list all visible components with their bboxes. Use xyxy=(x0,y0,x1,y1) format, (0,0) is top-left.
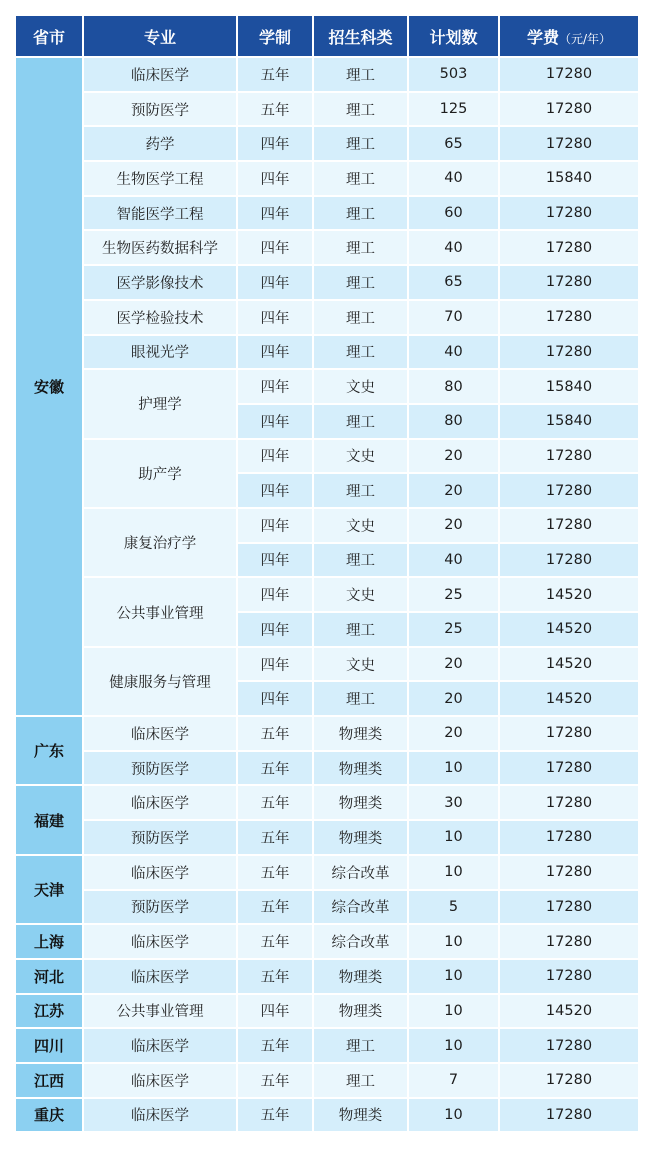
major-cell: 护理学 xyxy=(84,370,236,437)
fee-cell: 14520 xyxy=(500,648,638,681)
major-cell: 临床医学 xyxy=(84,960,236,993)
province-cell: 安徽 xyxy=(16,58,82,715)
fee-cell: 17280 xyxy=(500,231,638,264)
plan-cell: 40 xyxy=(409,162,498,195)
fee-cell: 15840 xyxy=(500,162,638,195)
years-cell: 四年 xyxy=(238,682,312,715)
table-row xyxy=(16,336,638,369)
category-cell: 文史 xyxy=(314,648,407,681)
years-cell: 五年 xyxy=(238,717,312,750)
table-row xyxy=(16,301,638,334)
fee-cell: 17280 xyxy=(500,509,638,542)
fee-cell: 17280 xyxy=(500,752,638,785)
major-cell: 公共事业管理 xyxy=(84,578,236,645)
table-row xyxy=(16,856,638,889)
category-cell: 物理类 xyxy=(314,1099,407,1132)
fee-cell: 17280 xyxy=(500,301,638,334)
plan-cell: 40 xyxy=(409,231,498,264)
plan-cell: 10 xyxy=(409,1029,498,1062)
years-cell: 四年 xyxy=(238,231,312,264)
category-cell: 理工 xyxy=(314,127,407,160)
major-cell: 公共事业管理 xyxy=(84,995,236,1028)
plan-cell: 20 xyxy=(409,440,498,473)
years-cell: 五年 xyxy=(238,1099,312,1132)
fee-cell: 15840 xyxy=(500,405,638,438)
category-cell: 物理类 xyxy=(314,717,407,750)
category-cell: 理工 xyxy=(314,1064,407,1097)
province-cell: 上海 xyxy=(16,925,82,958)
years-cell: 四年 xyxy=(238,995,312,1028)
table-row xyxy=(16,231,638,264)
plan-cell: 80 xyxy=(409,405,498,438)
years-cell: 五年 xyxy=(238,960,312,993)
fee-cell: 14520 xyxy=(500,613,638,646)
province-cell: 广东 xyxy=(16,717,82,784)
years-cell: 四年 xyxy=(238,162,312,195)
years-cell: 四年 xyxy=(238,127,312,160)
header-category: 招生科类 xyxy=(314,16,407,56)
fee-cell: 17280 xyxy=(500,786,638,819)
major-cell: 临床医学 xyxy=(84,925,236,958)
category-cell: 理工 xyxy=(314,544,407,577)
plan-cell: 503 xyxy=(409,58,498,91)
table-row xyxy=(16,162,638,195)
category-cell: 理工 xyxy=(314,93,407,126)
major-cell: 眼视光学 xyxy=(84,336,236,369)
table-row xyxy=(16,648,638,681)
province-cell: 福建 xyxy=(16,786,82,853)
category-cell: 物理类 xyxy=(314,960,407,993)
years-cell: 五年 xyxy=(238,856,312,889)
plan-cell: 20 xyxy=(409,682,498,715)
plan-cell: 40 xyxy=(409,544,498,577)
header-fee-unit: （元/年） xyxy=(558,31,612,46)
table-row xyxy=(16,197,638,230)
years-cell: 四年 xyxy=(238,544,312,577)
table-row xyxy=(16,1029,638,1062)
fee-cell: 17280 xyxy=(500,960,638,993)
category-cell: 理工 xyxy=(314,301,407,334)
category-cell: 理工 xyxy=(314,1029,407,1062)
plan-cell: 10 xyxy=(409,856,498,889)
category-cell: 综合改革 xyxy=(314,925,407,958)
major-cell: 智能医学工程 xyxy=(84,197,236,230)
category-cell: 理工 xyxy=(314,682,407,715)
plan-cell: 25 xyxy=(409,613,498,646)
major-cell: 临床医学 xyxy=(84,717,236,750)
fee-cell: 17280 xyxy=(500,544,638,577)
major-cell: 预防医学 xyxy=(84,821,236,854)
province-cell: 天津 xyxy=(16,856,82,923)
category-cell: 理工 xyxy=(314,231,407,264)
fee-cell: 14520 xyxy=(500,995,638,1028)
plan-cell: 125 xyxy=(409,93,498,126)
fee-cell: 17280 xyxy=(500,197,638,230)
table-row xyxy=(16,786,638,819)
plan-cell: 60 xyxy=(409,197,498,230)
category-cell: 文史 xyxy=(314,370,407,403)
plan-cell: 30 xyxy=(409,786,498,819)
major-cell: 预防医学 xyxy=(84,891,236,924)
major-cell: 康复治疗学 xyxy=(84,509,236,576)
category-cell: 综合改革 xyxy=(314,856,407,889)
years-cell: 四年 xyxy=(238,370,312,403)
years-cell: 四年 xyxy=(238,301,312,334)
years-cell: 四年 xyxy=(238,197,312,230)
major-cell: 临床医学 xyxy=(84,786,236,819)
table-row xyxy=(16,821,638,854)
plan-cell: 20 xyxy=(409,717,498,750)
province-cell: 江苏 xyxy=(16,995,82,1028)
plan-cell: 40 xyxy=(409,336,498,369)
province-cell: 江西 xyxy=(16,1064,82,1097)
category-cell: 理工 xyxy=(314,613,407,646)
table-body xyxy=(16,58,638,1131)
header-plan: 计划数 xyxy=(409,16,498,56)
plan-cell: 10 xyxy=(409,925,498,958)
category-cell: 理工 xyxy=(314,162,407,195)
fee-cell: 17280 xyxy=(500,856,638,889)
major-cell: 助产学 xyxy=(84,440,236,507)
admission-plan-table xyxy=(14,14,640,1133)
years-cell: 四年 xyxy=(238,648,312,681)
plan-cell: 20 xyxy=(409,509,498,542)
years-cell: 五年 xyxy=(238,58,312,91)
province-cell: 重庆 xyxy=(16,1099,82,1132)
plan-cell: 5 xyxy=(409,891,498,924)
years-cell: 五年 xyxy=(238,1029,312,1062)
fee-cell: 17280 xyxy=(500,925,638,958)
table-row xyxy=(16,58,638,91)
table-row xyxy=(16,925,638,958)
plan-cell: 10 xyxy=(409,995,498,1028)
table-row xyxy=(16,370,638,403)
fee-cell: 14520 xyxy=(500,682,638,715)
fee-cell: 17280 xyxy=(500,821,638,854)
major-cell: 临床医学 xyxy=(84,58,236,91)
years-cell: 五年 xyxy=(238,925,312,958)
years-cell: 四年 xyxy=(238,266,312,299)
major-cell: 临床医学 xyxy=(84,1099,236,1132)
plan-cell: 70 xyxy=(409,301,498,334)
plan-cell: 10 xyxy=(409,821,498,854)
category-cell: 综合改革 xyxy=(314,891,407,924)
fee-cell: 17280 xyxy=(500,474,638,507)
plan-cell: 25 xyxy=(409,578,498,611)
fee-cell: 17280 xyxy=(500,93,638,126)
major-cell: 药学 xyxy=(84,127,236,160)
fee-cell: 17280 xyxy=(500,717,638,750)
years-cell: 四年 xyxy=(238,509,312,542)
fee-cell: 17280 xyxy=(500,440,638,473)
plan-cell: 10 xyxy=(409,1099,498,1132)
major-cell: 临床医学 xyxy=(84,1064,236,1097)
years-cell: 五年 xyxy=(238,821,312,854)
category-cell: 理工 xyxy=(314,197,407,230)
years-cell: 五年 xyxy=(238,93,312,126)
category-cell: 物理类 xyxy=(314,786,407,819)
table-row xyxy=(16,995,638,1028)
category-cell: 文史 xyxy=(314,578,407,611)
fee-cell: 17280 xyxy=(500,891,638,924)
years-cell: 四年 xyxy=(238,578,312,611)
major-cell: 医学检验技术 xyxy=(84,301,236,334)
plan-cell: 20 xyxy=(409,474,498,507)
fee-cell: 17280 xyxy=(500,58,638,91)
category-cell: 理工 xyxy=(314,266,407,299)
table-row xyxy=(16,717,638,750)
major-cell: 临床医学 xyxy=(84,856,236,889)
years-cell: 五年 xyxy=(238,786,312,819)
table-row xyxy=(16,960,638,993)
table-row xyxy=(16,440,638,473)
category-cell: 理工 xyxy=(314,336,407,369)
major-cell: 临床医学 xyxy=(84,1029,236,1062)
table-row xyxy=(16,127,638,160)
plan-cell: 10 xyxy=(409,960,498,993)
table-row xyxy=(16,93,638,126)
header-province: 省市 xyxy=(16,16,82,56)
major-cell: 生物医学工程 xyxy=(84,162,236,195)
fee-cell: 14520 xyxy=(500,578,638,611)
admission-plan-table-container xyxy=(16,16,634,1131)
years-cell: 四年 xyxy=(238,613,312,646)
category-cell: 文史 xyxy=(314,509,407,542)
header-fee-label: 学费 xyxy=(526,27,559,47)
table-header-row xyxy=(16,16,638,56)
table-row xyxy=(16,578,638,611)
header-fee xyxy=(500,16,638,56)
fee-cell: 17280 xyxy=(500,1099,638,1132)
fee-cell: 17280 xyxy=(500,266,638,299)
major-cell: 预防医学 xyxy=(84,93,236,126)
major-cell: 健康服务与管理 xyxy=(84,648,236,715)
years-cell: 四年 xyxy=(238,405,312,438)
category-cell: 理工 xyxy=(314,58,407,91)
fee-cell: 17280 xyxy=(500,1029,638,1062)
plan-cell: 65 xyxy=(409,127,498,160)
header-major: 专业 xyxy=(84,16,236,56)
plan-cell: 10 xyxy=(409,752,498,785)
fee-cell: 17280 xyxy=(500,127,638,160)
years-cell: 四年 xyxy=(238,440,312,473)
category-cell: 文史 xyxy=(314,440,407,473)
table-row xyxy=(16,1099,638,1132)
plan-cell: 65 xyxy=(409,266,498,299)
table-row xyxy=(16,509,638,542)
category-cell: 物理类 xyxy=(314,821,407,854)
category-cell: 理工 xyxy=(314,474,407,507)
fee-cell: 17280 xyxy=(500,336,638,369)
years-cell: 四年 xyxy=(238,474,312,507)
fee-cell: 17280 xyxy=(500,1064,638,1097)
province-cell: 河北 xyxy=(16,960,82,993)
years-cell: 五年 xyxy=(238,891,312,924)
province-cell: 四川 xyxy=(16,1029,82,1062)
table-row xyxy=(16,1064,638,1097)
table-row xyxy=(16,891,638,924)
category-cell: 物理类 xyxy=(314,995,407,1028)
major-cell: 预防医学 xyxy=(84,752,236,785)
major-cell: 生物医药数据科学 xyxy=(84,231,236,264)
plan-cell: 80 xyxy=(409,370,498,403)
years-cell: 五年 xyxy=(238,752,312,785)
years-cell: 五年 xyxy=(238,1064,312,1097)
major-cell: 医学影像技术 xyxy=(84,266,236,299)
plan-cell: 20 xyxy=(409,648,498,681)
table-row xyxy=(16,752,638,785)
table-row xyxy=(16,266,638,299)
category-cell: 物理类 xyxy=(314,752,407,785)
category-cell: 理工 xyxy=(314,405,407,438)
years-cell: 四年 xyxy=(238,336,312,369)
plan-cell: 7 xyxy=(409,1064,498,1097)
fee-cell: 15840 xyxy=(500,370,638,403)
header-years: 学制 xyxy=(238,16,312,56)
